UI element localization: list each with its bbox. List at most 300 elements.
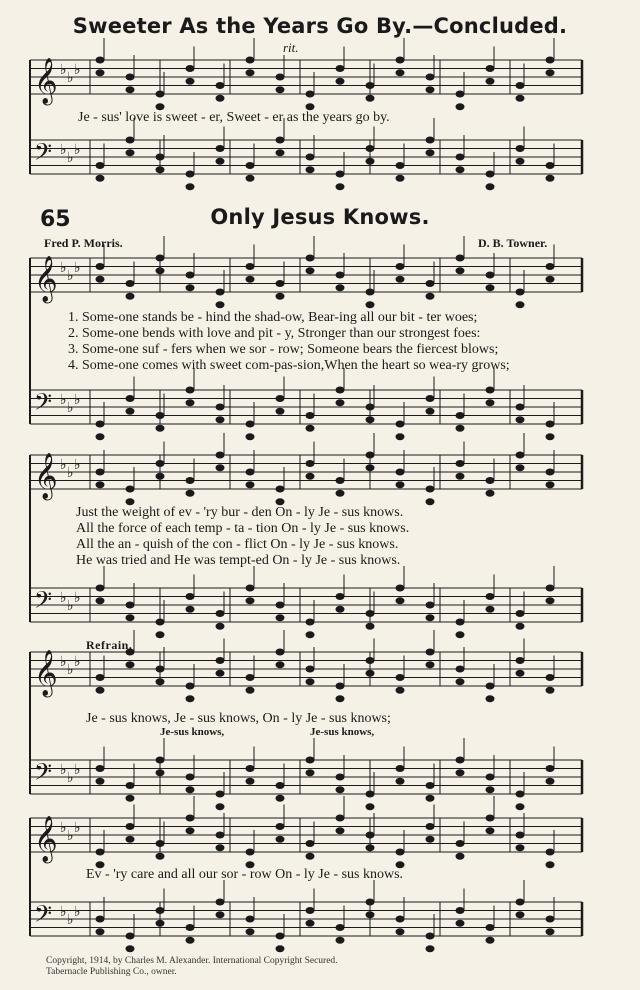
note-head xyxy=(546,175,555,182)
note-head xyxy=(456,103,465,110)
note-head xyxy=(366,610,375,617)
note-head xyxy=(336,786,345,793)
note-head xyxy=(516,670,525,677)
note-head xyxy=(426,486,435,493)
note-head xyxy=(276,795,285,802)
note-head xyxy=(306,412,315,419)
note-head xyxy=(486,924,495,931)
note-head xyxy=(276,836,285,843)
note-head xyxy=(336,272,345,279)
flat-sign-icon: ♭ xyxy=(74,63,81,78)
note-head xyxy=(516,911,525,918)
note-head xyxy=(366,82,375,89)
note-head xyxy=(516,158,525,165)
note-head xyxy=(276,933,285,940)
note-head xyxy=(216,95,225,102)
note-head xyxy=(126,614,135,621)
note-head xyxy=(96,928,105,935)
note-head xyxy=(156,666,165,673)
note-head xyxy=(156,769,165,776)
note-head xyxy=(216,301,225,308)
note-head xyxy=(546,861,555,868)
flat-sign-icon: ♭ xyxy=(74,763,81,778)
note-head xyxy=(426,408,435,415)
note-head xyxy=(426,933,435,940)
note-head xyxy=(216,145,225,152)
note-head xyxy=(366,844,375,851)
note-head xyxy=(456,412,465,419)
note-head xyxy=(456,91,465,98)
verse-line-b-4: He was tried and He was tempt-ed On - ly Je - sus knows. xyxy=(76,553,401,568)
note-head xyxy=(486,65,495,72)
note-head xyxy=(306,666,315,673)
note-head xyxy=(186,399,195,406)
note-head xyxy=(96,469,105,476)
note-head xyxy=(246,916,255,923)
treble-clef-icon: 𝄞 xyxy=(34,650,58,696)
note-head xyxy=(156,678,165,685)
note-head xyxy=(336,683,345,690)
note-head xyxy=(456,460,465,467)
note-head xyxy=(216,844,225,851)
note-head xyxy=(516,623,525,630)
note-head xyxy=(456,425,465,432)
note-head xyxy=(396,916,405,923)
refrain-line-2: Ev - 'ry care and all our sor - row On - ly Je - sus knows. xyxy=(86,867,404,882)
note-head xyxy=(186,171,195,178)
note-head xyxy=(486,387,495,394)
note-head xyxy=(516,452,525,459)
note-head xyxy=(486,490,495,497)
copyright-line-2: Tabernacle Publishing Co., owner. xyxy=(46,967,177,977)
note-head xyxy=(126,782,135,789)
note-head xyxy=(366,158,375,165)
note-head xyxy=(216,791,225,798)
note-head xyxy=(486,183,495,190)
note-head xyxy=(186,606,195,613)
note-head xyxy=(486,937,495,944)
flat-sign-icon: ♭ xyxy=(74,458,81,473)
note-head xyxy=(246,162,255,169)
note-head xyxy=(96,916,105,923)
note-head xyxy=(306,840,315,847)
note-head xyxy=(456,853,465,860)
verse-line-3: 3. Some-one suf - fers when we sor - row; Someone bears the fiercest blows; xyxy=(68,342,499,357)
note-head xyxy=(156,757,165,764)
composer-credit: D. B. Towner. xyxy=(478,236,548,250)
note-head xyxy=(426,395,435,402)
note-head xyxy=(156,255,165,262)
note-head xyxy=(336,490,345,497)
flat-sign-icon: ♭ xyxy=(60,905,67,920)
note-head xyxy=(396,849,405,856)
flat-sign-icon: ♭ xyxy=(67,269,74,284)
note-head xyxy=(426,86,435,93)
verse-line-b-3: All the an - quish of the con - flict On - ly Je - sus knows. xyxy=(76,537,399,552)
note-head xyxy=(516,289,525,296)
note-head xyxy=(276,86,285,93)
note-head xyxy=(396,69,405,76)
note-head xyxy=(276,395,285,402)
flat-sign-icon: ♭ xyxy=(67,913,74,928)
note-head xyxy=(96,175,105,182)
note-head xyxy=(246,57,255,64)
note-head xyxy=(306,473,315,480)
note-head xyxy=(516,301,525,308)
note-head xyxy=(276,486,285,493)
refrain-line-1: Je - sus knows, Je - sus knows, On - ly Je - sus knows; xyxy=(86,711,391,726)
flat-sign-icon: ♭ xyxy=(74,261,81,276)
bass-clef-icon: 𝄢 xyxy=(34,758,53,791)
note-head xyxy=(546,849,555,856)
note-head xyxy=(276,649,285,656)
verse-line-b-2: All the force of each temp - ta - tion On - ly Je - sus knows. xyxy=(76,521,410,536)
note-head xyxy=(426,74,435,81)
note-head xyxy=(486,786,495,793)
note-head xyxy=(96,276,105,283)
note-head xyxy=(366,657,375,664)
note-head xyxy=(546,69,555,76)
flat-sign-icon: ♭ xyxy=(60,655,67,670)
hymn-title: Only Jesus Knows. xyxy=(210,205,430,229)
note-head xyxy=(486,774,495,781)
note-head xyxy=(126,280,135,287)
note-head xyxy=(336,399,345,406)
note-head xyxy=(276,602,285,609)
note-head xyxy=(126,86,135,93)
note-head xyxy=(126,408,135,415)
note-head xyxy=(126,149,135,156)
note-head xyxy=(246,69,255,76)
note-head xyxy=(186,272,195,279)
note-head xyxy=(486,284,495,291)
note-head xyxy=(516,610,525,617)
note-head xyxy=(486,593,495,600)
note-head xyxy=(336,695,345,702)
note-head xyxy=(546,778,555,785)
verse-line-4: 4. Some-one comes with sweet com-pas-sion,When the heart so wea-ry grows; xyxy=(68,358,510,373)
note-head xyxy=(336,924,345,931)
note-head xyxy=(396,674,405,681)
note-head xyxy=(426,602,435,609)
note-head xyxy=(426,823,435,830)
note-head xyxy=(336,774,345,781)
note-head xyxy=(186,786,195,793)
note-head xyxy=(156,154,165,161)
note-head xyxy=(546,421,555,428)
note-head xyxy=(186,183,195,190)
flat-sign-icon: ♭ xyxy=(60,63,67,78)
note-head xyxy=(216,82,225,89)
note-head xyxy=(96,765,105,772)
note-head xyxy=(516,464,525,471)
note-head xyxy=(306,920,315,927)
note-head xyxy=(456,267,465,274)
note-head xyxy=(156,460,165,467)
note-head xyxy=(396,778,405,785)
note-head xyxy=(96,687,105,694)
note-head xyxy=(546,687,555,694)
note-head xyxy=(156,631,165,638)
note-head xyxy=(186,593,195,600)
note-head xyxy=(186,683,195,690)
flat-sign-icon: ♭ xyxy=(67,663,74,678)
ritardando-mark: rit. xyxy=(283,40,299,55)
note-head xyxy=(546,57,555,64)
note-head xyxy=(366,289,375,296)
note-head xyxy=(426,137,435,144)
note-head xyxy=(216,899,225,906)
note-head xyxy=(396,928,405,935)
note-head xyxy=(516,657,525,664)
note-head xyxy=(216,404,225,411)
note-head xyxy=(426,782,435,789)
lyricist-credit: Fred P. Morris. xyxy=(44,236,123,250)
refrain-label: Refrain. xyxy=(86,638,133,652)
note-head xyxy=(366,791,375,798)
note-head xyxy=(456,473,465,480)
note-head xyxy=(426,293,435,300)
note-head xyxy=(426,836,435,843)
note-head xyxy=(516,145,525,152)
note-head xyxy=(156,853,165,860)
refrain-echo-1: Je-sus knows, xyxy=(160,726,225,738)
flat-sign-icon: ♭ xyxy=(74,143,81,158)
refrain-echo-2: Je-sus knows, xyxy=(310,726,375,738)
note-head xyxy=(246,687,255,694)
note-head xyxy=(126,836,135,843)
note-head xyxy=(486,477,495,484)
note-head xyxy=(246,928,255,935)
note-head xyxy=(126,933,135,940)
note-head xyxy=(516,416,525,423)
note-head xyxy=(486,78,495,85)
note-head xyxy=(396,175,405,182)
note-head xyxy=(546,928,555,935)
note-head xyxy=(126,395,135,402)
note-head xyxy=(186,78,195,85)
flat-sign-icon: ♭ xyxy=(67,771,74,786)
note-head xyxy=(336,183,345,190)
note-head xyxy=(306,769,315,776)
note-head xyxy=(156,619,165,626)
note-head xyxy=(516,803,525,810)
note-head xyxy=(456,154,465,161)
note-head xyxy=(306,154,315,161)
treble-clef-icon: 𝄞 xyxy=(34,816,58,862)
note-head xyxy=(96,263,105,270)
copyright-notice xyxy=(46,956,338,978)
note-head xyxy=(396,433,405,440)
note-head xyxy=(126,293,135,300)
note-head xyxy=(366,803,375,810)
note-head xyxy=(486,815,495,822)
note-head xyxy=(216,803,225,810)
flat-sign-icon: ♭ xyxy=(67,466,74,481)
bass-clef-icon: 𝄢 xyxy=(34,900,53,933)
note-head xyxy=(156,473,165,480)
note-head xyxy=(306,907,315,914)
note-head xyxy=(96,778,105,785)
note-head xyxy=(366,899,375,906)
note-head xyxy=(96,69,105,76)
flat-sign-icon: ♭ xyxy=(74,591,81,606)
treble-clef-icon: 𝄞 xyxy=(34,453,58,499)
note-head xyxy=(306,678,315,685)
note-head xyxy=(396,687,405,694)
note-head xyxy=(156,840,165,847)
note-head xyxy=(516,844,525,851)
note-head xyxy=(276,945,285,952)
note-head xyxy=(456,631,465,638)
note-head xyxy=(216,452,225,459)
flat-sign-icon: ♭ xyxy=(67,401,74,416)
note-head xyxy=(276,74,285,81)
note-head xyxy=(216,610,225,617)
note-head xyxy=(486,606,495,613)
note-head xyxy=(276,614,285,621)
note-head xyxy=(426,649,435,656)
note-head xyxy=(456,255,465,262)
note-head xyxy=(396,481,405,488)
note-head xyxy=(456,840,465,847)
note-head xyxy=(396,263,405,270)
note-head xyxy=(396,421,405,428)
note-head xyxy=(426,661,435,668)
note-head xyxy=(96,585,105,592)
note-head xyxy=(156,412,165,419)
treble-clef-icon: 𝄞 xyxy=(34,58,58,104)
note-head xyxy=(426,149,435,156)
note-head xyxy=(366,623,375,630)
note-head xyxy=(96,57,105,64)
note-head xyxy=(336,387,345,394)
note-head xyxy=(456,619,465,626)
note-head xyxy=(366,301,375,308)
flat-sign-icon: ♭ xyxy=(67,151,74,166)
flat-sign-icon: ♭ xyxy=(60,143,67,158)
flat-sign-icon: ♭ xyxy=(60,821,67,836)
note-head xyxy=(276,293,285,300)
note-head xyxy=(96,674,105,681)
note-head xyxy=(186,774,195,781)
note-head xyxy=(276,149,285,156)
note-head xyxy=(186,924,195,931)
note-head xyxy=(96,421,105,428)
note-head xyxy=(186,387,195,394)
flat-sign-icon: ♭ xyxy=(60,393,67,408)
note-head xyxy=(426,280,435,287)
note-head xyxy=(486,399,495,406)
note-head xyxy=(486,695,495,702)
note-head xyxy=(126,74,135,81)
note-head xyxy=(246,765,255,772)
note-head xyxy=(366,911,375,918)
note-head xyxy=(336,827,345,834)
note-head xyxy=(426,945,435,952)
note-head xyxy=(306,631,315,638)
flat-sign-icon: ♭ xyxy=(67,599,74,614)
bass-clef-icon: 𝄢 xyxy=(34,388,53,421)
note-head xyxy=(336,78,345,85)
note-head xyxy=(396,469,405,476)
note-head xyxy=(366,464,375,471)
note-head xyxy=(156,91,165,98)
flat-sign-icon: ♭ xyxy=(60,261,67,276)
note-head xyxy=(246,421,255,428)
note-head xyxy=(216,832,225,839)
note-head xyxy=(306,91,315,98)
note-head xyxy=(336,593,345,600)
note-head xyxy=(156,166,165,173)
note-head xyxy=(516,832,525,839)
note-head xyxy=(246,585,255,592)
flat-sign-icon: ♭ xyxy=(67,71,74,86)
note-head xyxy=(396,765,405,772)
note-head xyxy=(396,276,405,283)
note-head xyxy=(186,937,195,944)
note-head xyxy=(156,920,165,927)
note-head xyxy=(516,95,525,102)
note-head xyxy=(276,661,285,668)
note-head xyxy=(426,795,435,802)
note-head xyxy=(516,404,525,411)
note-head xyxy=(306,166,315,173)
note-head xyxy=(426,498,435,505)
note-head xyxy=(126,795,135,802)
note-head xyxy=(246,597,255,604)
note-head xyxy=(276,280,285,287)
note-head xyxy=(336,171,345,178)
verse-line-1: 1. Some-one stands be - hind the shad-ow, Bear-ing all our bit - ter woes; xyxy=(68,310,478,325)
note-head xyxy=(306,619,315,626)
note-head xyxy=(396,597,405,604)
note-head xyxy=(246,276,255,283)
note-head xyxy=(186,65,195,72)
note-head xyxy=(546,162,555,169)
note-head xyxy=(306,757,315,764)
flat-sign-icon: ♭ xyxy=(60,458,67,473)
flat-sign-icon: ♭ xyxy=(74,393,81,408)
note-head xyxy=(486,171,495,178)
hymn1-lyric-line: Je - sus' love is sweet - er, Sweet - er as the years go by. xyxy=(78,110,390,125)
note-head xyxy=(366,145,375,152)
note-head xyxy=(366,416,375,423)
verse-line-b-1: Just the weight of ev - 'ry bur - den On - ly Je - sus knows. xyxy=(76,505,404,520)
note-head xyxy=(366,670,375,677)
note-head xyxy=(216,289,225,296)
note-head xyxy=(306,460,315,467)
note-head xyxy=(126,823,135,830)
note-head xyxy=(516,82,525,89)
note-head xyxy=(246,175,255,182)
note-head xyxy=(276,782,285,789)
note-head xyxy=(246,481,255,488)
note-head xyxy=(186,827,195,834)
note-head xyxy=(96,481,105,488)
note-head xyxy=(336,65,345,72)
note-head xyxy=(156,907,165,914)
bass-clef-icon: 𝄢 xyxy=(34,138,53,171)
note-head xyxy=(516,899,525,906)
note-head xyxy=(456,920,465,927)
note-head xyxy=(336,937,345,944)
note-head xyxy=(456,907,465,914)
note-head xyxy=(216,464,225,471)
note-head xyxy=(276,823,285,830)
note-head xyxy=(516,791,525,798)
note-head xyxy=(486,683,495,690)
